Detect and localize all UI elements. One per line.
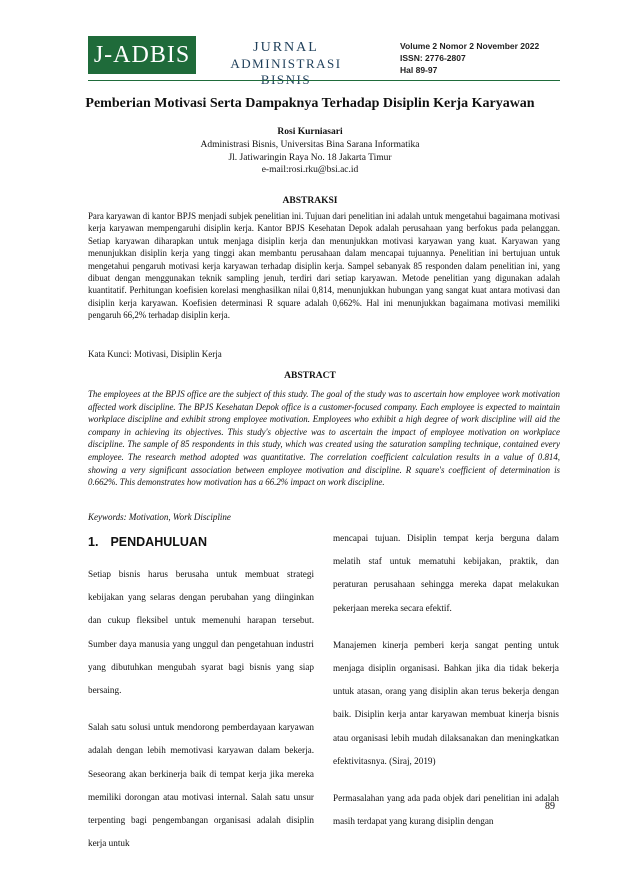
abstrak-text: Para karyawan di kantor BPJS menjadi subjek penelitian ini. Tujuan dari penelitian ini adalah untuk mengetahui bagaimana motivasi kerja karyawan mempengaruhi disiplin kerja. Kantor BPJS Kesehatan Depok adalah perusahaan yang berfokus pada pelanggan. Setiap karyawan diharapkan untuk menjaga disiplin kerja dan menunjukkan motivasi karyawan yang kuat. Karyawan yang menunjukkan disiplin kerja yang tinggi akan membantu perusahaan dalam mencapai tujuannya. Penelitian ini bertujuan untuk mengetahui pengaruh motivasi kerja karyawan terhadap disiplin kerja. Sampel sebanyak 85 responden dalam penelitian ini, yang dibuat dengan menggunakan teknik sampling jenuh, terdiri dari setiap karyawan. Metode penelitian yang digunakan adalah kuantitatif. Perhitungan koefisien korelasi menghasilkan nilai 0,814, menunjukkan hubungan yang sangat kuat antara motivasi dan disiplin kerja karyawan. Koefisien determinasi R square adalah 0,662%. Hal ini menunjukkan bagaimana motivasi memiliki pengaruh 66,2% terhadap disiplin kerja. bbox=[88, 211, 560, 321]
author-affiliation bbox=[60, 139, 560, 177]
paragraph: Setiap bisnis harus berusaha untuk membuat strategi kebijakan yang selaras dengan perubahan yang diinginkan dan cukup fleksibel untuk memenuhi harapan tersebut. Sumber daya manusia yang unggul dan pengetahuan industri yang dibutuhkan mengubah syarat bagi bisnis yang siap bersaing. bbox=[88, 569, 314, 696]
abstract-body bbox=[88, 388, 560, 489]
author-name: Rosi Kurniasari bbox=[277, 127, 343, 137]
abstract-keywords: Keywords: Motivation, Work Discipline bbox=[88, 512, 231, 522]
abstrak-keywords: Kata Kunci: Motivasi, Disiplin Kerja bbox=[88, 349, 222, 359]
paragraph: mencapai tujuan. Disiplin tempat kerja berguna dalam melatih staf untuk mematuhi kebijakan, praktik, dan peraturan perusahaan sehingga mereka dapat melakukan pekerjaan mereka secara efektif. bbox=[333, 533, 559, 613]
paragraph: Permasalahan yang ada pada objek dari penelitian ini adalah masih terdapat yang kurang disiplin dengan bbox=[333, 793, 559, 827]
section-heading bbox=[88, 535, 207, 549]
author-email: e-mail:rosi.rku@bsi.ac.id bbox=[261, 165, 359, 175]
abstract-text: The employees at the BPJS office are the subject of this study. The goal of the study was to ascertain how employee work motivation affected work discipline. The BPJS Kesehatan Depok office is a customer-focused company. Each employee is expected to maintain workplace discipline and exhibit strong employee motivation. Employees who exhibit a high degree of work discipline will aid the company in achieving its objectives. This study's objective was to ascertain the impact of employee motivation on workplace discipline. The sample of 85 respondents in this study, which was created using the saturation sampling technique, contained every employee. The research method adopted was quantitative. The correlation coefficient calculation results in a value of 0.814, showing a very significant association between employee motivation and discipline. R square's coefficient of determination is 0.662%. This demonstrates how motivation has a 66.2% impact on work discipline. bbox=[88, 389, 560, 488]
header-divider bbox=[88, 80, 560, 81]
section-title: PENDAHULUAN bbox=[110, 535, 207, 549]
volume-line: Volume 2 Nomor 2 November 2022 bbox=[400, 41, 540, 51]
section-number: 1. bbox=[88, 535, 99, 549]
pages-line: Hal 89-97 bbox=[400, 65, 438, 75]
abstrak-body bbox=[88, 210, 560, 322]
abstrak-heading: ABSTRAKSI bbox=[282, 196, 338, 206]
journal-name-line2: ADMINISTRASI BISNIS bbox=[230, 56, 342, 87]
issue-info bbox=[400, 40, 539, 76]
affiliation-line: Jl. Jatiwaringin Raya No. 18 Jakarta Timur bbox=[228, 152, 392, 163]
paragraph: Manajemen kinerja pemberi kerja sangat penting untuk menjaga disiplin organisasi. Bahkan jika dia tidak bekerja untuk atasan, orang yang disiplin akan terus bekerja dengan baik. Disiplin kerja antar karyawan membuat kinerja bisnis atau organisasi lebih mudah dilaksanakan dan meningkatkan efektivitasnya. (Siraj, 2019) bbox=[333, 639, 559, 766]
page-number: 89 bbox=[545, 801, 555, 812]
affiliation-line: Administrasi Bisnis, Universitas Bina Sarana Informatika bbox=[200, 140, 420, 150]
abstract-heading: ABSTRACT bbox=[284, 371, 336, 381]
paper-title: Pemberian Motivasi Serta Dampaknya Terhadap Disiplin Kerja Karyawan bbox=[85, 96, 535, 111]
journal-name-line1: JURNAL bbox=[253, 40, 319, 55]
paragraph: Salah satu solusi untuk mendorong pemberdayaan karyawan adalah dengan lebih memotivasi karyawan dalam bekerja. Seseorang akan berkinerja baik di tempat kerja jika mereka memiliki dorongan atau motivasi internal. Salah satu unsur terpenting bagi pengembangan organisasi adalah disiplin kerja untuk bbox=[88, 722, 314, 849]
left-column bbox=[88, 563, 314, 869]
issn-line: ISSN: 2776-2807 bbox=[400, 53, 466, 63]
right-column bbox=[333, 527, 559, 847]
journal-logo: J-ADBIS bbox=[88, 36, 196, 74]
